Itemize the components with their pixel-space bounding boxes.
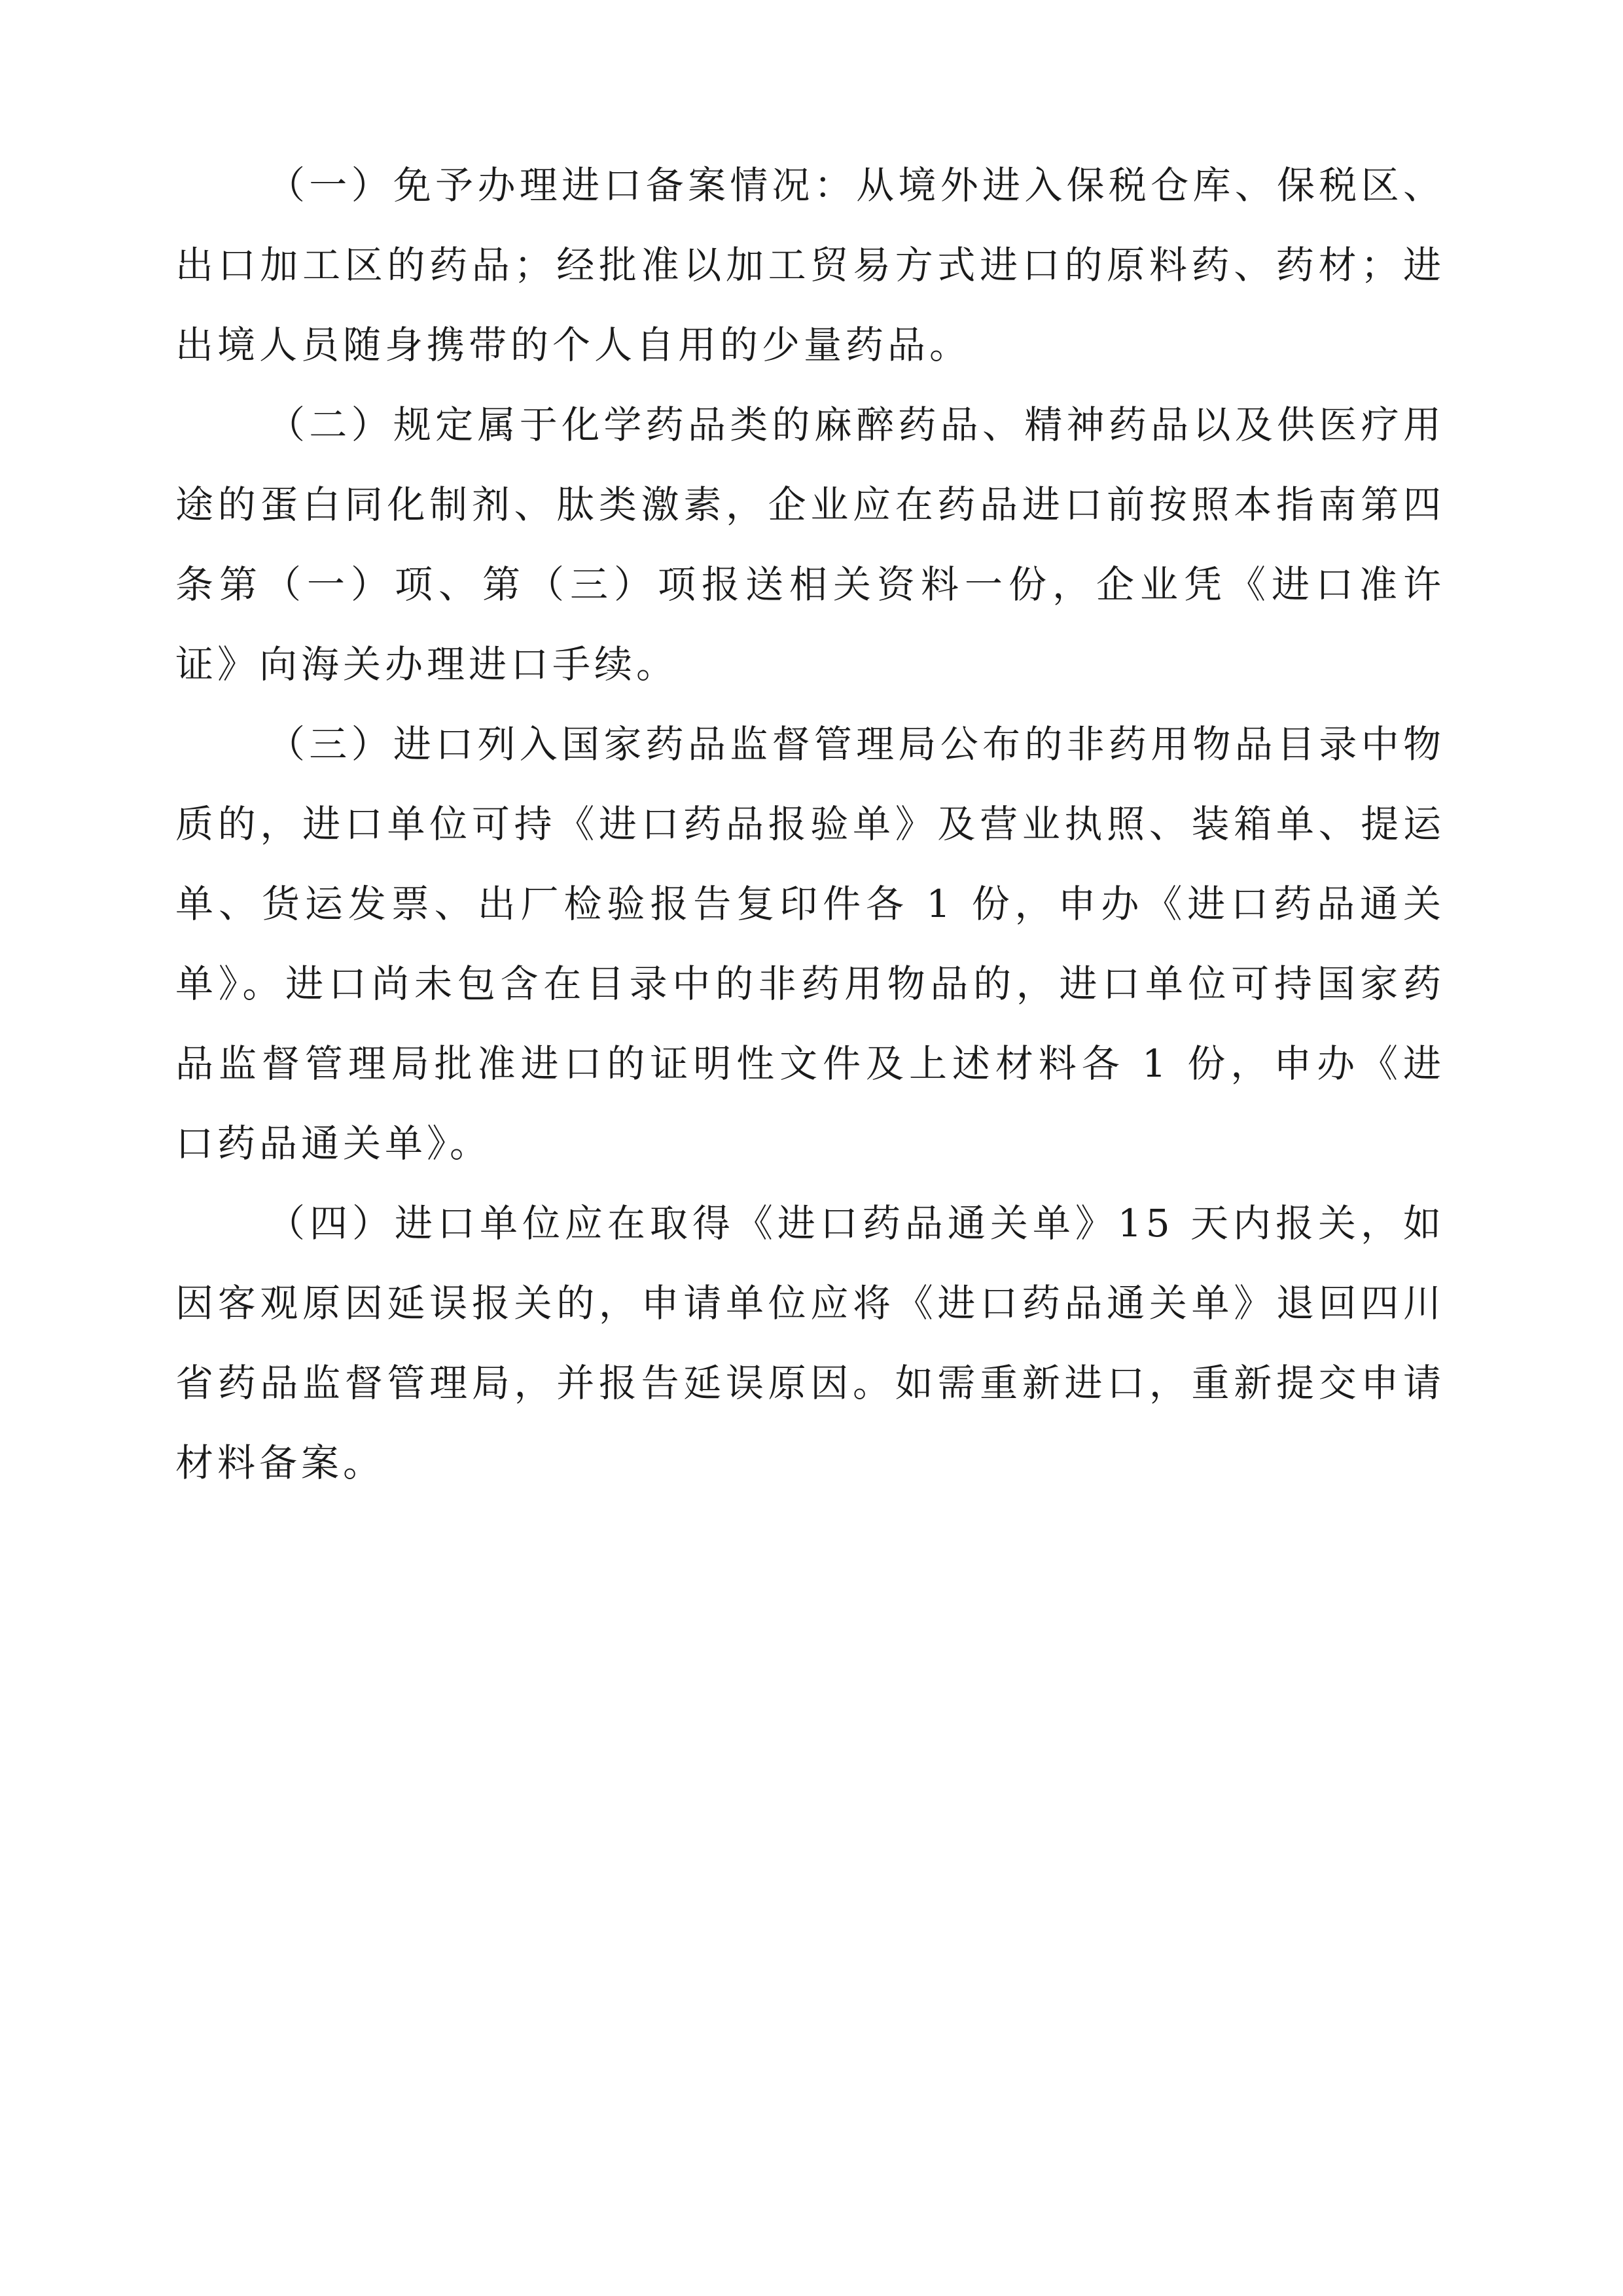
paragraph-customs-deadline: （四）进口单位应在取得《进口药品通关单》15 天内报关，如因客观原因延误报关的，申请单位应将《进口药品通关单》退回四川省药品监督管理局，并报告延误原因。如需重新进口，重新提交申请材料备案。: [175, 1201, 1445, 1485]
paragraph-narcotics: （二）规定属于化学药品类的麻醉药品、精神药品以及供医疗用途的蛋白同化制剂、肽类激素，企业应在药品进口前按照本指南第四条第（一）项、第（三）项报送相关资料一份，企业凭《进口准许证》向海关办理进口手续。: [175, 403, 1445, 687]
document-body: [175, 145, 1445, 1503]
paragraph-exemptions: （一）免予办理进口备案情况：从境外进入保税仓库、保税区、出口加工区的药品；经批准以加工贸易方式进口的原料药、药材；进出境人员随身携带的个人自用的少量药品。: [175, 163, 1445, 367]
paragraph-non-medicinal: （三）进口列入国家药品监督管理局公布的非药用物品目录中物质的，进口单位可持《进口药品报验单》及营业执照、装箱单、提运单、货运发票、出厂检验报告复印件各 1 份，申办《进口药品通关单》。进口尚未包含在目录中的非药用物品的，进口单位可持国家药品监督管理局批准进口的证明性文件及上述材料各 1 份，申办《进口药品通关单》。: [175, 722, 1445, 1166]
